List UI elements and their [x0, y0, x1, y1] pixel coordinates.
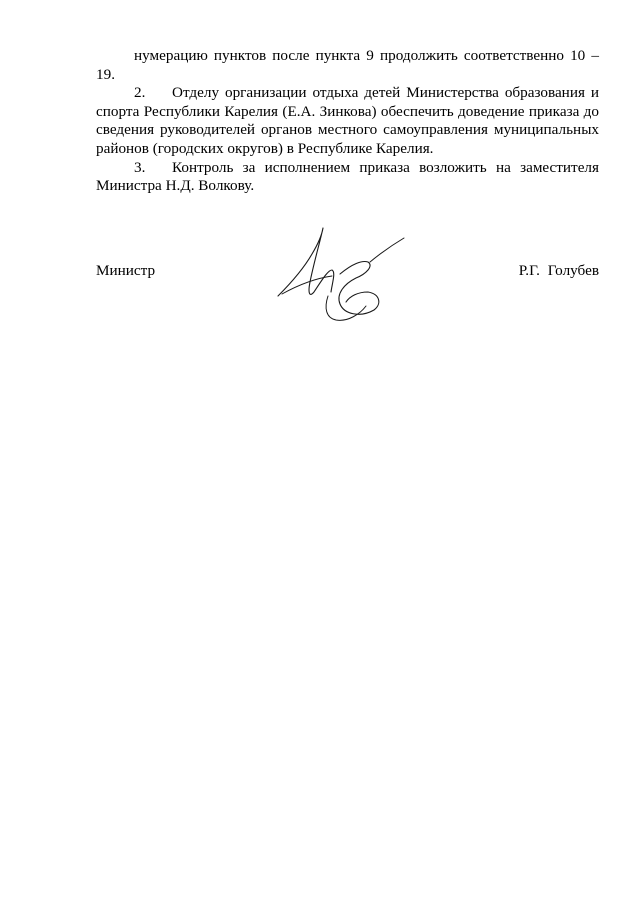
paragraph-item-2	[96, 84, 599, 158]
paragraph-text: нумерацию пунктов после пункта 9 продолжить соответственно 10 – 19.	[96, 47, 599, 83]
paragraph-continuation	[96, 47, 599, 84]
signatory-position: Министр	[96, 262, 156, 279]
paragraph-text: Контроль за исполнением приказа возложить на заместителя Министра Н.Д. Волкову.	[96, 158, 599, 195]
paragraph-number: 3.	[134, 158, 146, 176]
signatory-name: Р.Г. Голубев	[518, 262, 599, 279]
paragraph-text: Отделу организации отдыха детей Министерства образования и спорта Республики Карелия (Е.А. Зинкова) обеспечить доведение приказа до сведения руководителей органов местного самоуправления муниципальных районов (городских округов) в Республике Карелия.	[96, 84, 599, 157]
paragraph-number: 2.	[134, 84, 146, 102]
paragraph-item-3	[96, 159, 599, 196]
handwritten-signature	[270, 222, 420, 327]
document-body	[96, 47, 599, 196]
